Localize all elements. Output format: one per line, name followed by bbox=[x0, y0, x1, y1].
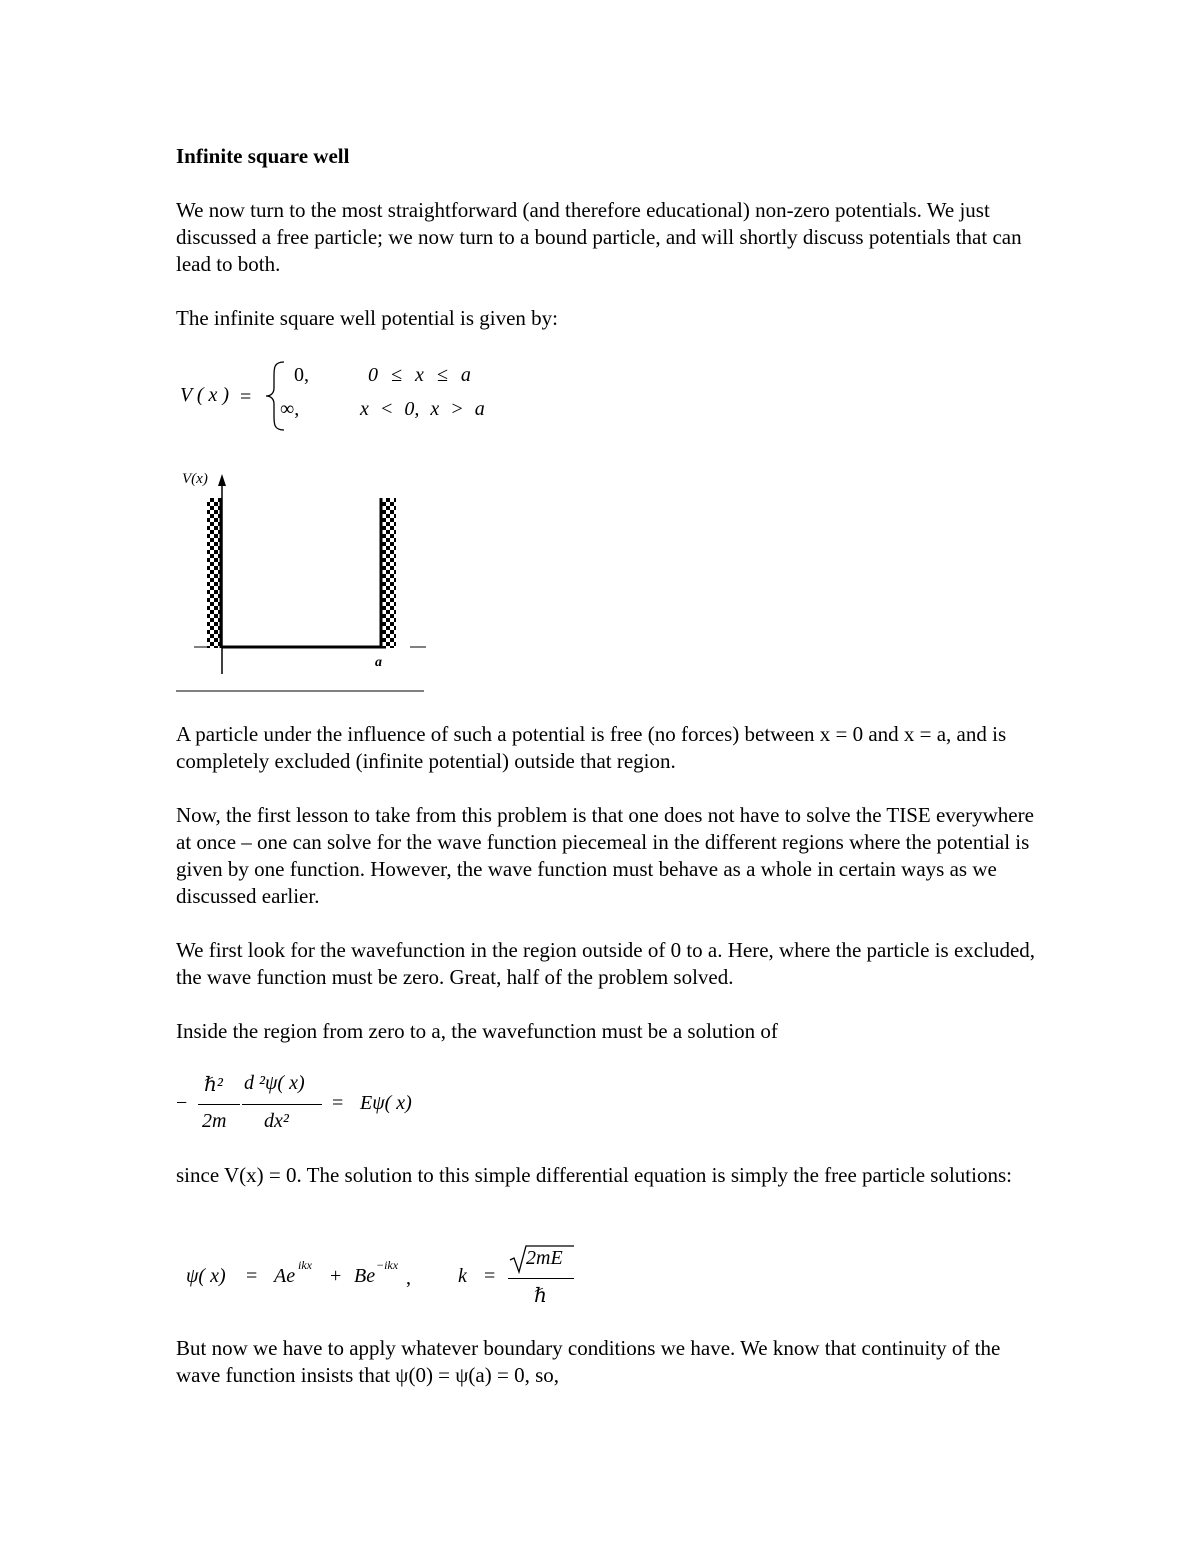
tise-hbar-squared: ℏ² bbox=[204, 1074, 223, 1096]
tise-dx2: dx² bbox=[264, 1110, 289, 1132]
solution-equals-2: = bbox=[484, 1265, 496, 1287]
left-brace-icon bbox=[262, 360, 290, 432]
left-wall-hatching bbox=[207, 498, 221, 648]
section-title: Infinite square well bbox=[176, 144, 350, 168]
solution-lhs: ψ( x) bbox=[186, 1265, 226, 1287]
inside-paragraph: Inside the region from zero to a, the wavefunction must be a solution of bbox=[176, 1019, 778, 1043]
solution-comma: , bbox=[406, 1267, 411, 1289]
arrow-up-icon bbox=[218, 474, 226, 486]
case1-condition: 0 ≤ x ≤ a bbox=[368, 364, 471, 386]
potential-lhs: V ( x ) bbox=[180, 384, 230, 406]
solution-plus: + bbox=[330, 1265, 342, 1287]
tise-minus: − bbox=[176, 1092, 188, 1114]
first-lesson-paragraph: Now, the first lesson to take from this problem is that one does not have to solve the TISE everywhere at once – one can solve for the wave function piecemeal in the different regions where the potential is given by one function. However, the wave function must behave as a whole in certain ways as we discussed earlier. bbox=[176, 803, 1034, 908]
solution-exp-a: ikx bbox=[298, 1258, 312, 1272]
potential-intro-paragraph: The infinite square well potential is given by: bbox=[176, 306, 558, 330]
figure-a-label: a bbox=[375, 655, 382, 670]
case2-condition: x < 0, x > a bbox=[360, 398, 485, 420]
tise-rhs: Eψ( x) bbox=[360, 1092, 412, 1114]
intro-paragraph: We now turn to the most straightforward (and therefore educational) non-zero potentials. We just discussed a free particle; we now turn to a bound particle, and will shortly discuss potentials that can lead to both. bbox=[176, 198, 1022, 276]
tise-two-m: 2m bbox=[202, 1110, 227, 1132]
solution-denominator: ℏ bbox=[534, 1285, 547, 1307]
tise-equals: = bbox=[332, 1092, 344, 1114]
figure-ylabel: V(x) bbox=[182, 471, 208, 487]
solution-equals: = bbox=[246, 1265, 258, 1287]
solution-numerator: 2mE bbox=[526, 1247, 563, 1269]
solution-k: k bbox=[458, 1265, 467, 1287]
solution-term-b: Be bbox=[354, 1265, 376, 1287]
boundary-paragraph: But now we have to apply whatever boundary conditions we have. We know that continuity of the wave function insists that ψ(0) = ψ(a) = 0, so, bbox=[176, 1336, 1001, 1387]
solution-exp-b: −ikx bbox=[376, 1258, 399, 1272]
potential-equals: = bbox=[240, 386, 252, 408]
outside-paragraph: We first look for the wavefunction in the region outside of 0 to a. Here, where the particle is excluded, the wave function must be zero. Great, half of the problem solved. bbox=[176, 938, 1036, 989]
square-well-figure bbox=[174, 462, 434, 698]
case2-value: ∞, bbox=[280, 398, 300, 420]
case1-value: 0, bbox=[294, 364, 309, 386]
tise-d2psi: d ²ψ( x) bbox=[244, 1072, 305, 1094]
since-paragraph: since V(x) = 0. The solution to this simple differential equation is simply the free particle solutions: bbox=[176, 1163, 1012, 1187]
solution-fraction-bar bbox=[508, 1278, 574, 1279]
tise-fraction-bar-2 bbox=[242, 1104, 322, 1105]
solution-term-a: Ae bbox=[274, 1265, 296, 1287]
tise-fraction-bar-1 bbox=[198, 1104, 240, 1105]
free-between-paragraph: A particle under the influence of such a potential is free (no forces) between x = 0 and x = a, and is completely excluded (infinite potential) outside that region. bbox=[176, 722, 1007, 773]
